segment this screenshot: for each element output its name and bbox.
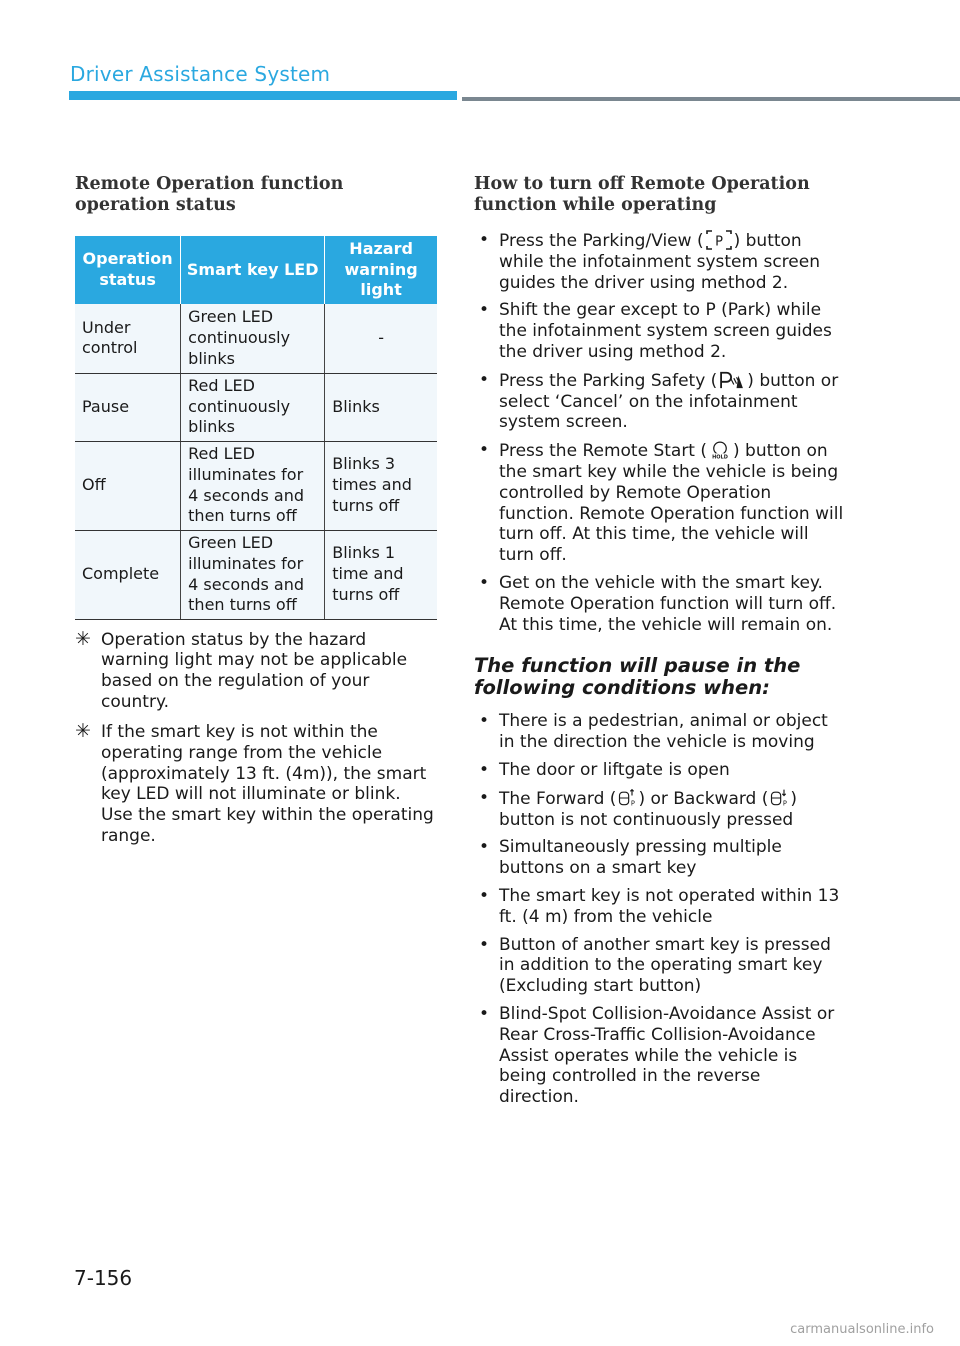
watermark: carmanualsonline.info: [790, 1322, 934, 1337]
header-rule: [462, 97, 960, 101]
right-column: [474, 174, 844, 1115]
note-asterisk-icon: ✳: [75, 627, 91, 650]
item-text: Simultaneously pressing multiple buttons on a smart key: [499, 837, 782, 879]
page-number: 7-156: [74, 1266, 133, 1290]
item-text: The smart key is not operated within 13 ft. (4 m) from the vehicle: [499, 885, 840, 927]
note-text: If the smart key is not within the operating range from the vehicle (approximately 13 ft. (4m)), the smart key LED will not illuminate or blink. Use the smart key within the operating range.: [101, 722, 434, 846]
table-row: [75, 441, 437, 530]
column-header: Smart key LED: [181, 236, 325, 304]
item-text: Blind-Spot Collision-Avoidance Assist or Rear Cross-Traffic Collision-Avoidance Assist operates while the vehicle is being controlled in the reverse direction.: [499, 1003, 835, 1108]
item-text: Shift the gear except to P (Park) while the infotainment system screen guides the driver using method 2.: [499, 300, 832, 362]
table-row: [75, 373, 437, 441]
table-cell: Blinks 1 time and turns off: [325, 530, 437, 619]
table-cell: Blinks: [325, 373, 437, 441]
column-header: Hazard warning light: [325, 236, 437, 304]
forward-button-icon: [616, 788, 638, 808]
column-header: Operation status: [75, 236, 181, 304]
svg-text:P: P: [783, 799, 788, 808]
list-item: [474, 440, 844, 566]
table-cell: -: [325, 304, 437, 373]
table-cell: Blinks 3 times and turns off: [325, 441, 437, 530]
svg-text:P: P: [714, 234, 723, 250]
item-text: Press the Remote Start (: [499, 441, 708, 462]
backward-button-icon: [768, 788, 790, 808]
item-text: Press the Parking Safety (: [499, 370, 718, 391]
list-item: [474, 370, 844, 433]
item-text: The door or liftgate is open: [499, 759, 730, 780]
item-text: ) or Backward (: [638, 788, 769, 809]
svg-text:P: P: [631, 799, 636, 808]
table-cell: Red LED continuously blinks: [181, 373, 325, 441]
item-text: ) button or select ‘Cancel’ on the infotainment system screen.: [499, 370, 839, 433]
list-item: [474, 573, 844, 635]
table-cell: Under control: [75, 304, 181, 373]
list-item: [474, 300, 844, 362]
table-cell: Green LED illuminates for 4 seconds and then turns off: [181, 530, 325, 619]
table-header-row: [75, 236, 437, 304]
item-text: ) button while the infotainment system screen guides the driver using method 2.: [499, 231, 820, 293]
left-column: [75, 174, 437, 847]
note-asterisk-icon: ✳: [75, 720, 91, 743]
turnoff-list: [474, 230, 844, 635]
note-hazard: [75, 627, 437, 713]
item-text: There is a pedestrian, animal or object in the direction the vehicle is moving: [499, 711, 828, 753]
pause-list: [474, 711, 844, 1108]
header-title: Driver Assistance System: [70, 62, 331, 86]
table-cell: Green LED continuously blinks: [181, 304, 325, 373]
list-item: [474, 788, 844, 831]
list-item: [474, 886, 844, 928]
parking-view-icon: [704, 230, 734, 250]
status-table-heading: Remote Operation function operation status: [75, 174, 344, 215]
item-text: Press the Parking/View (: [499, 231, 704, 251]
item-text: ) button is not continuously pressed: [499, 788, 798, 830]
svg-text:HOLD: HOLD: [712, 454, 728, 461]
list-item: [474, 1004, 844, 1108]
table-cell: Pause: [75, 373, 181, 441]
item-text: Button of another smart key is pressed in addition to the operating smart key (Excluding start button): [499, 934, 831, 997]
note-range: [75, 722, 437, 846]
table-row: [75, 530, 437, 619]
table-cell: Off: [75, 441, 181, 530]
pause-conditions-heading: The function will pause in the following conditions when:: [474, 654, 801, 700]
note-text: Operation status by the hazard warning light may not be applicable based on the regulation of your country.: [101, 629, 408, 712]
item-text: ) button on the smart key while the vehicle is being controlled by Remote Operation function. Remote Operation function will turn off. At this time, the vehicle will turn off.: [499, 441, 844, 566]
list-item: [474, 837, 844, 879]
list-item: [474, 230, 844, 293]
list-item: [474, 935, 844, 997]
item-text: Get on the vehicle with the smart key. Remote Operation function will turn off. At this time, the vehicle will remain on.: [499, 572, 837, 635]
table-cell: Complete: [75, 530, 181, 619]
table-row: [75, 304, 437, 373]
list-item: [474, 760, 844, 781]
operation-status-table: [75, 236, 437, 620]
parking-safety-icon: [717, 370, 747, 390]
remote-start-icon: [707, 440, 733, 460]
list-item: [474, 711, 844, 753]
item-text: The Forward (: [499, 788, 617, 809]
turnoff-heading: How to turn off Remote Operation function while operating: [474, 174, 810, 215]
table-cell: Red LED illuminates for 4 seconds and then turns off: [181, 441, 325, 530]
header-accent-bar: [69, 91, 457, 100]
